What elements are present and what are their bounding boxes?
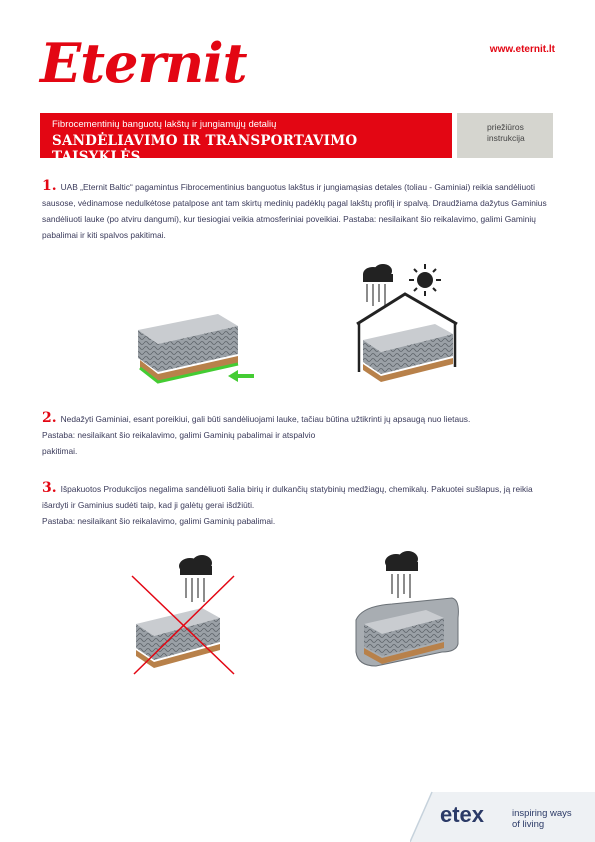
section-3 bbox=[42, 480, 554, 529]
section-2-number: 2. bbox=[42, 410, 57, 426]
title-banner bbox=[40, 113, 452, 165]
tagline-line2: of living bbox=[512, 819, 545, 830]
section-1 bbox=[42, 178, 554, 243]
wrong-storage-illustration bbox=[130, 552, 248, 677]
section-3-number: 3. bbox=[42, 480, 57, 496]
section-3-text: Išpakuotos Produkcijos negalima sandėliuoti šalia birių ir dulkančių statybinių medžiagų, chemikalų. Pakuotei sušlapus, ją reikia išardyti ir Gaminius sudėti taip, kad ji galėtų gerai išdžiūti. bbox=[42, 484, 533, 510]
rain-cloud-icon bbox=[179, 555, 212, 602]
doc-type-line1: priežiūros bbox=[487, 122, 524, 132]
section-2-text: Nedažyti Gaminiai, esant poreikiui, gali būti sandėliuojami lauke, tačiau būtina užtikrinti jų apsaugą nuo lietaus. bbox=[60, 414, 471, 424]
roof-shelter-illustration bbox=[355, 262, 465, 387]
section-1-text: UAB „Eternit Baltic“ pagamintus Fibrocementinius banguotus lakštus ir jungiamąsias detales (toliau - Gaminiai) reikia sandėliuoti sausose, vėdinamose nedulkėtose patalpose ant tam skirtų medinių padėklų pagal lakštų profilį ir spalvą. Draudžiama dažytus Gaminius sandėliuoti lauke (po atviru dangumi), kur tiesiogiai veikia atmosferiniai poveikiai. Pastaba: nesilaikant šio reikalavimo, galimi Gaminių pabalimai ir kiti spalvos pakitimai. bbox=[42, 182, 547, 240]
document-subtitle: Fibrocementinių banguotų lakštų ir jungiamųjų detalių bbox=[52, 119, 277, 130]
doc-type-line2: instrukcija bbox=[487, 133, 525, 144]
wrapped-storage-illustration bbox=[352, 548, 464, 673]
rain-cloud-icon bbox=[363, 264, 393, 306]
eternit-logo: Eternit bbox=[40, 31, 247, 95]
section-2-note: Pastaba: nesilaikant šio reikalavimo, galimi Gaminių pabalimai ir atspalvio bbox=[42, 430, 316, 440]
green-arrow-icon bbox=[228, 370, 254, 382]
indoor-pallet-stack-illustration bbox=[128, 300, 258, 390]
document-title: SANDĖLIAVIMO IR TRANSPORTAVIMO TAISYKLĖS bbox=[52, 133, 358, 165]
tagline-line1: inspiring ways bbox=[512, 808, 572, 819]
document-type-box bbox=[457, 113, 553, 158]
section-2-note-cont: pakitimai. bbox=[42, 446, 78, 456]
section-2 bbox=[42, 410, 554, 459]
website-link[interactable]: www.eternit.lt bbox=[489, 44, 555, 55]
etex-logo: etex bbox=[440, 802, 485, 827]
sun-icon bbox=[409, 264, 441, 296]
etex-tagline bbox=[512, 808, 572, 830]
rain-cloud-icon bbox=[385, 551, 418, 598]
section-1-number: 1. bbox=[42, 178, 57, 194]
roof-icon bbox=[357, 294, 457, 324]
section-3-note: Pastaba: nesilaikant šio reikalavimo, galimi Gaminių pabalimai. bbox=[42, 516, 276, 526]
